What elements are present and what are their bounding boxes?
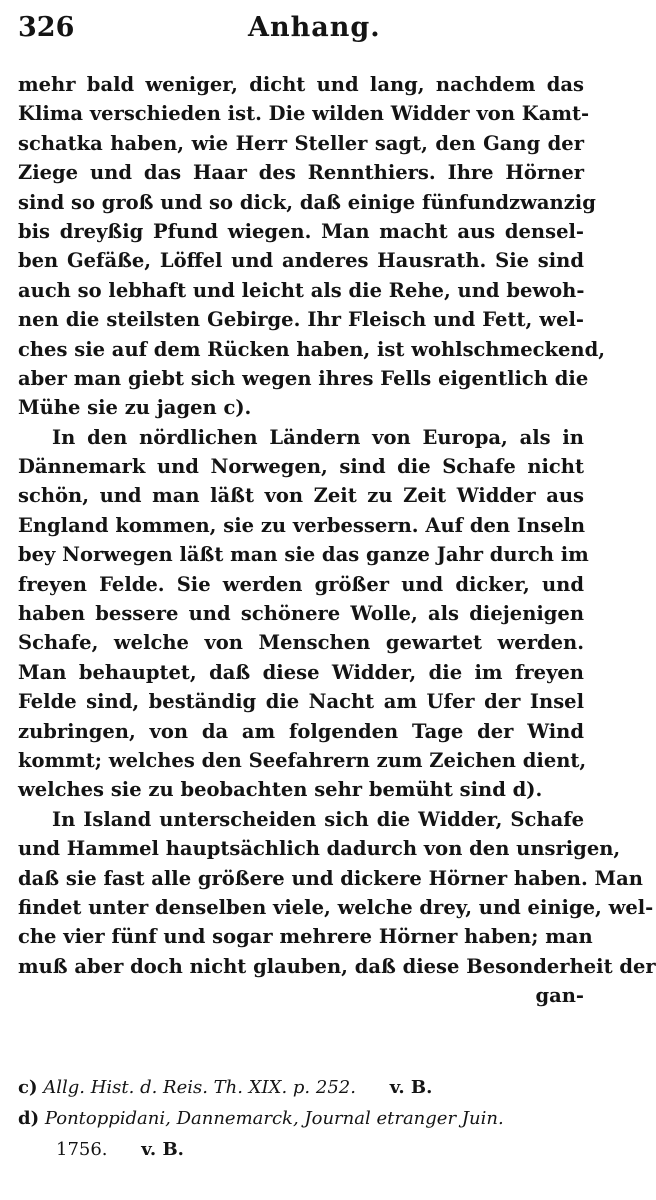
text-line: che vier fünf und sogar mehrere Hörner haben; man [18, 925, 593, 949]
text-line: und Hammel hauptsächlich dadurch von den unsrigen, [18, 837, 621, 861]
footnote-d-continuation [18, 1134, 584, 1165]
text-line: Schafe, welche von Menschen gewartet werden. [18, 631, 584, 655]
text-line: Klima verschieden ist. Die wilden Widder von Kamt- [18, 102, 590, 126]
text-line: aber man giebt sich wegen ihres Fells eigentlich die [18, 366, 589, 390]
text-line: muß aber doch nicht glauben, daß diese Besonderheit der [18, 954, 656, 978]
text-line: Felde sind, beständig die Nacht am Ufer der Insel [18, 690, 584, 714]
page-header [0, 12, 595, 52]
footnote-mark: d) [18, 1108, 40, 1129]
catchword: gan- [535, 984, 584, 1008]
text-line: In den nördlichen Ländern von Europa, als in [52, 425, 584, 449]
text-line: welches sie zu beobachten sehr bemüht sind d). [18, 778, 543, 802]
body-text [18, 70, 656, 1011]
text-line: sind so groß und so dick, daß einige fünfundzwanzig [18, 190, 596, 214]
text-line: auch so lebhaft und leicht als die Rehe, und bewoh- [18, 278, 585, 302]
footnote-text: Allg. Hist. d. Reis. Th. XIX. p. 252. [43, 1077, 356, 1098]
text-line: daß sie fast alle größere und dickere Hörner haben. Man [18, 866, 643, 890]
text-line: zubringen, von da am folgenden Tage der Wind [18, 719, 584, 743]
text-line: Mühe sie zu jagen c). [18, 396, 252, 420]
footnote-text: Pontoppidani, Dannemarck, Journal etranger Juin. [44, 1108, 504, 1129]
footnote-signature: v. B. [141, 1139, 184, 1160]
text-line: ben Gefäße, Löffel und anderes Hausrath. Sie sind [18, 249, 584, 273]
text-line: ches sie auf dem Rücken haben, ist wohlschmeckend, [18, 337, 606, 361]
footnote-text: 1756. [56, 1139, 108, 1160]
text-line: haben bessere und schönere Wolle, als diejenigen [18, 602, 584, 626]
text-line: schön, und man läßt von Zeit zu Zeit Widder aus [18, 484, 584, 508]
running-head: Anhang. [248, 12, 381, 43]
text-line: Ziege und das Haar des Rennthiers. Ihre Hörner [18, 161, 584, 185]
footnotes [18, 1072, 584, 1165]
text-line: kommt; welches den Seefahrern zum Zeichen dient, [18, 748, 587, 772]
text-line: findet unter denselben viele, welche drey, und einige, wel- [18, 895, 654, 919]
text-line: schatka haben, wie Herr Steller sagt, den Gang der [18, 131, 584, 155]
footnote-mark: c) [18, 1077, 38, 1098]
footnote-signature: v. B. [389, 1077, 433, 1098]
footnote-d [18, 1103, 584, 1134]
text-line: bis dreyßig Pfund wiegen. Man macht aus densel- [18, 219, 584, 243]
text-line: In Island unterscheiden sich die Widder, Schafe [52, 807, 584, 831]
text-line: nen die steilsten Gebirge. Ihr Fleisch und Fett, wel- [18, 308, 584, 332]
text-line: freyen Felde. Sie werden größer und dicker, und [18, 572, 584, 596]
footnote-c [18, 1072, 584, 1103]
text-line: England kommen, sie zu verbessern. Auf den Inseln [18, 513, 586, 537]
text-line: Man behauptet, daß diese Widder, die im freyen [18, 660, 584, 684]
text-line: mehr bald weniger, dicht und lang, nachdem das [18, 73, 584, 96]
text-line: Dännemark und Norwegen, sind die Schafe nicht [18, 455, 584, 479]
page-number: 326 [18, 12, 75, 43]
text-line: bey Norwegen läßt man sie das ganze Jahr durch im [18, 543, 589, 567]
